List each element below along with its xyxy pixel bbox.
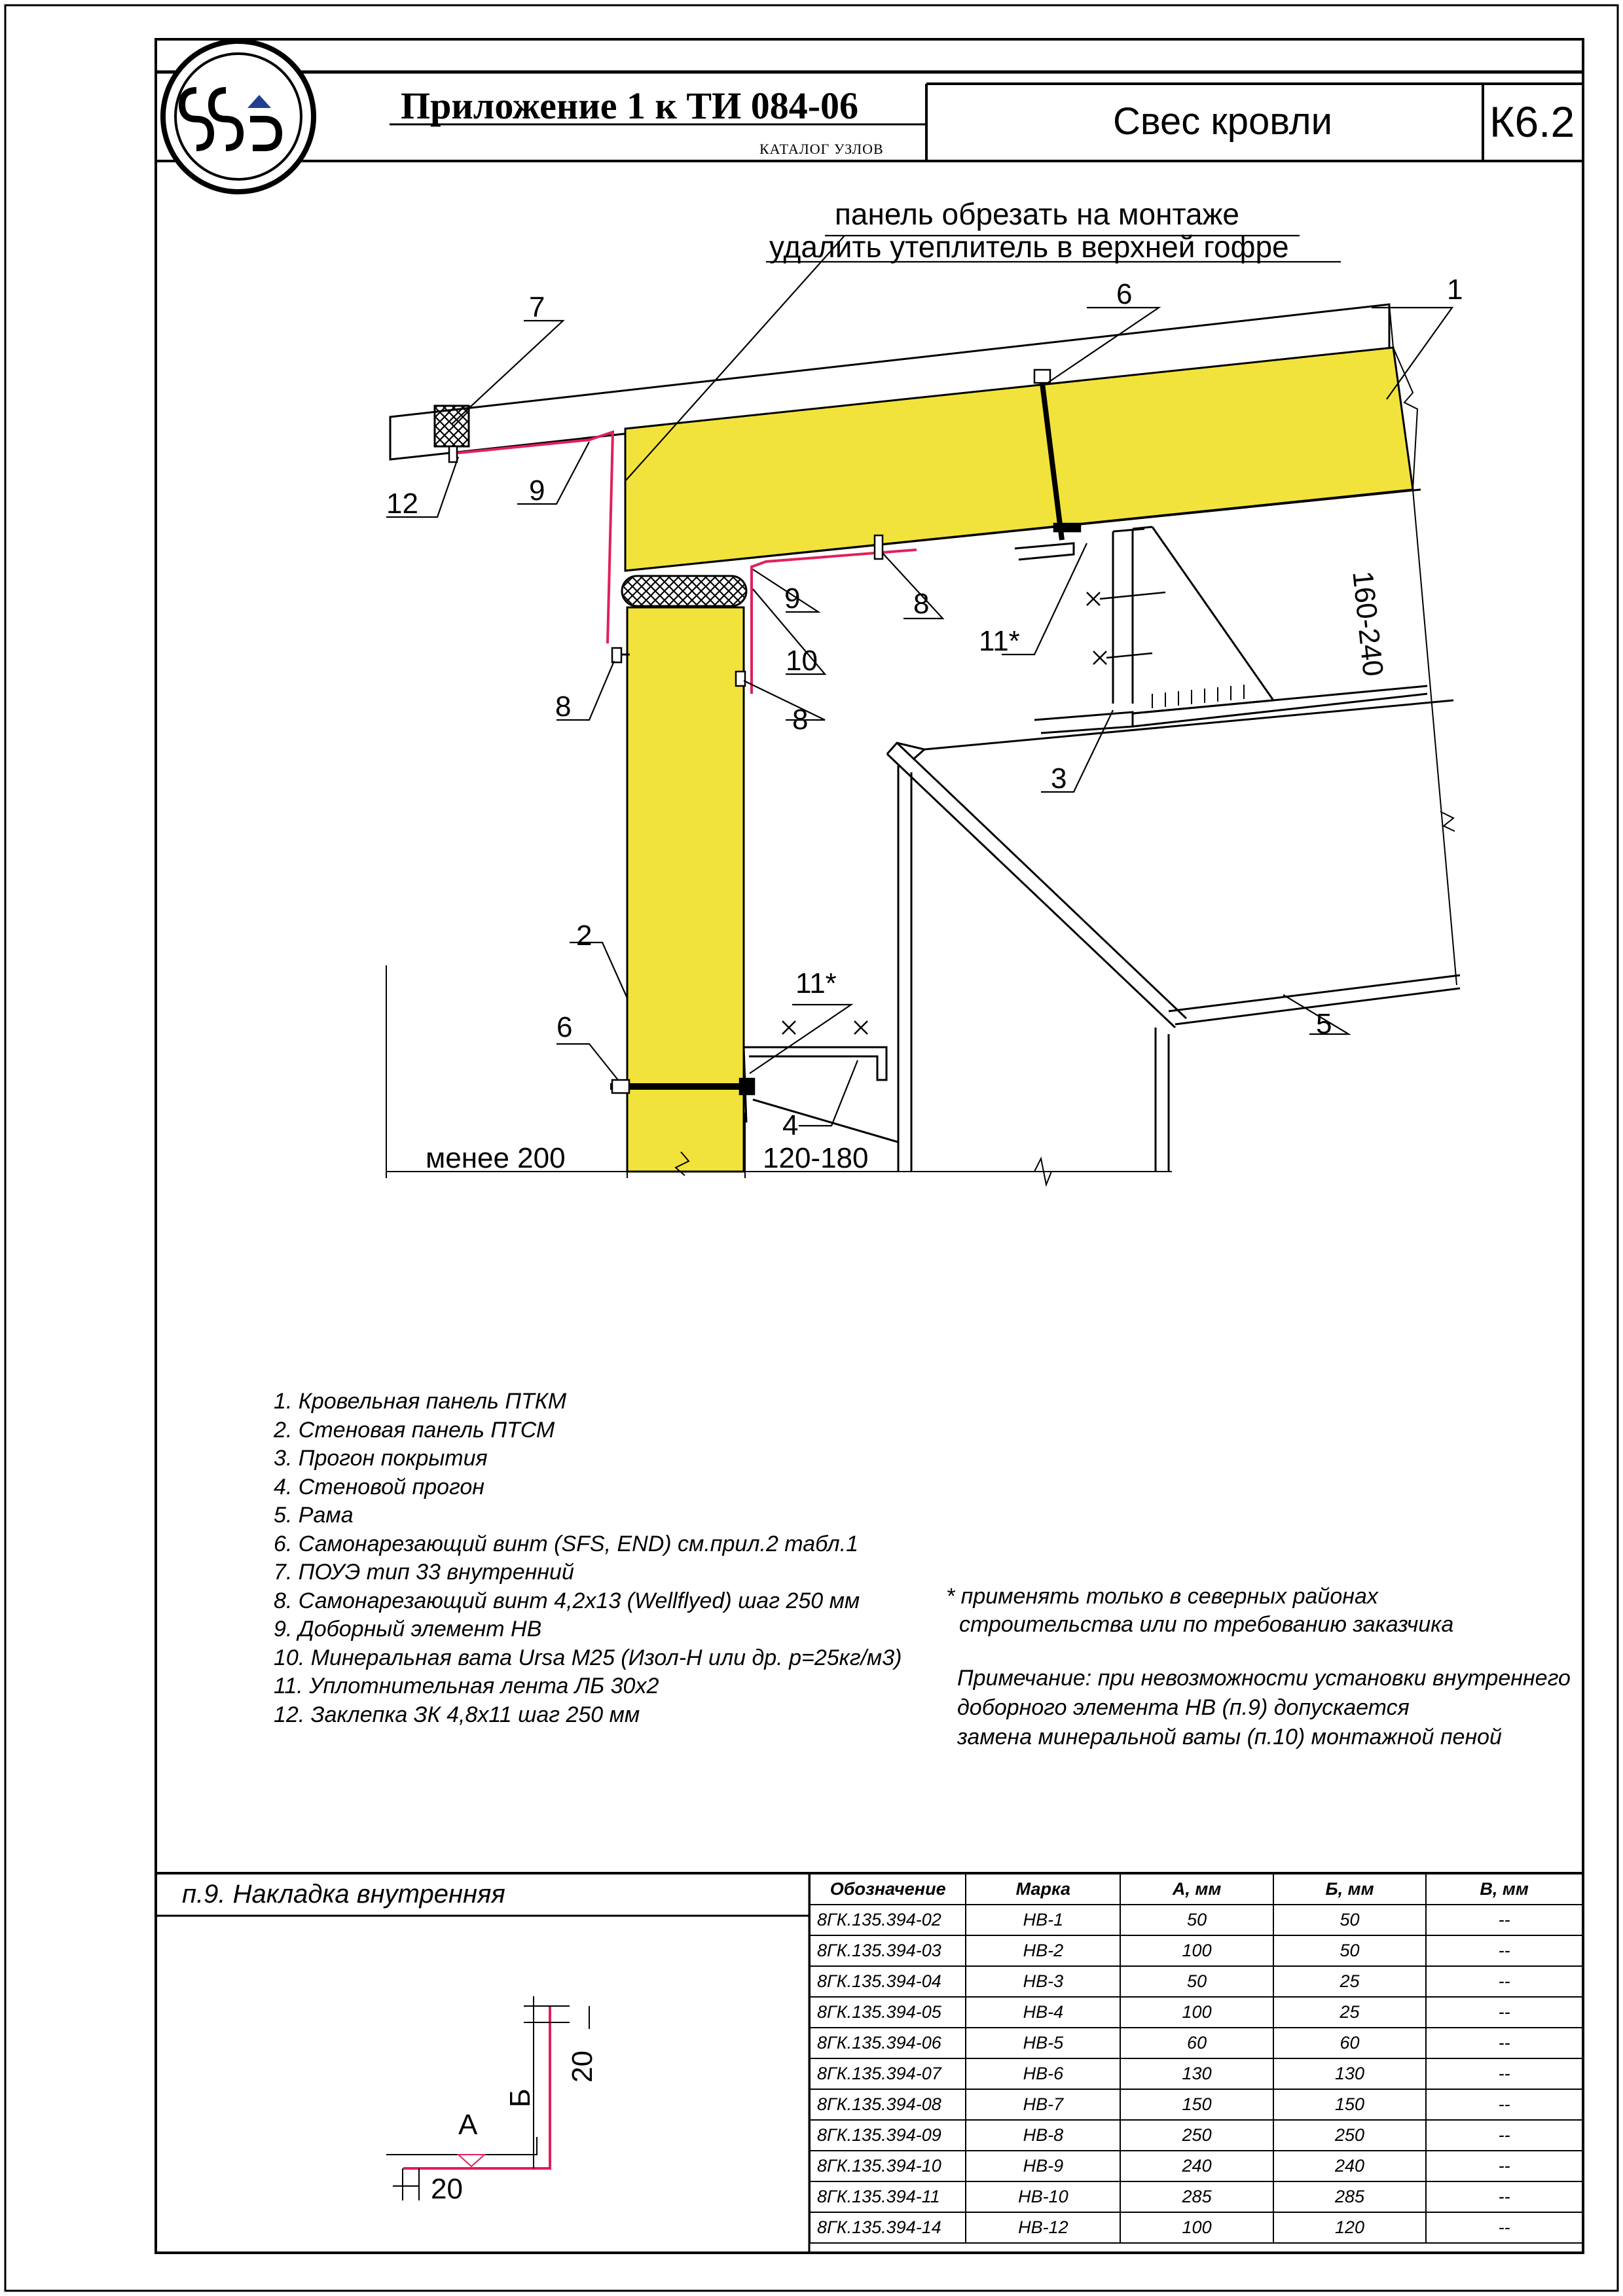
table-row xyxy=(810,1997,1582,2028)
legend-item: 3. Прогон покрытия xyxy=(274,1446,488,1471)
table-header-row xyxy=(810,1874,1582,1905)
table-cell: -- xyxy=(1426,2058,1582,2089)
col-b: Б, мм xyxy=(1273,1874,1426,1905)
callout-4: 4 xyxy=(782,1109,799,1141)
callout-5: 5 xyxy=(1316,1008,1332,1040)
table-cell: -- xyxy=(1426,2212,1582,2243)
note-remove-insulation: удалить утеплитель в верхней гофре xyxy=(769,230,1289,264)
table-cell: 60 xyxy=(1273,2028,1426,2058)
table-row xyxy=(810,2120,1582,2151)
callout-8-right: 8 xyxy=(792,704,809,736)
callout-10: 10 xyxy=(786,645,818,677)
dim-20-vertical: 20 xyxy=(566,2051,598,2083)
asterisk-note-1: * применять только в северных районах xyxy=(946,1584,1378,1609)
table-cell: 50 xyxy=(1120,1905,1273,1935)
table-cell: 8ГК.135.394-02 xyxy=(810,1905,966,1935)
callout-9-left: 9 xyxy=(529,475,545,507)
col-mark: Марка xyxy=(966,1874,1120,1905)
table-cell: НВ-1 xyxy=(966,1905,1120,1935)
purlin-x-marks xyxy=(782,592,1165,1034)
table-cell: НВ-9 xyxy=(966,2151,1120,2181)
legend-item: 8. Самонарезающий винт 4,2х13 (Wellflyed) шаг 250 мм xyxy=(274,1588,860,1613)
table-cell: 100 xyxy=(1120,2212,1273,2243)
sheet-code: К6.2 xyxy=(1489,98,1575,146)
table-cell: НВ-5 xyxy=(966,2028,1120,2058)
table-cell: 240 xyxy=(1120,2151,1273,2181)
roof-panel xyxy=(390,304,1421,571)
table-cell: НВ-10 xyxy=(966,2181,1120,2212)
table-cell: 8ГК.135.394-14 xyxy=(810,2212,966,2243)
note-cut-panel: панель обрезать на монтаже xyxy=(835,197,1239,231)
legend-item: 2. Стеновая панель ПТСМ xyxy=(274,1417,555,1443)
table-cell: -- xyxy=(1426,2151,1582,2181)
table-cell: 50 xyxy=(1273,1935,1426,1966)
table-cell: 25 xyxy=(1273,1997,1426,2028)
table-row xyxy=(810,2089,1582,2120)
legend-item: 6. Самонарезающий винт (SFS, END) см.прил.2 табл.1 xyxy=(274,1531,859,1556)
callout-6-bottom: 6 xyxy=(556,1011,573,1043)
table-cell: 150 xyxy=(1120,2089,1273,2120)
table-row xyxy=(810,2058,1582,2089)
profile-sketch xyxy=(386,1996,589,2200)
table-cell: НВ-3 xyxy=(966,1966,1120,1997)
table-cell: 8ГК.135.394-11 xyxy=(810,2181,966,2212)
sheet-name: Свес кровли xyxy=(1113,100,1333,143)
sealant-7 xyxy=(435,406,469,446)
table-cell: 8ГК.135.394-07 xyxy=(810,2058,966,2089)
callout-8-left: 8 xyxy=(555,691,572,723)
asterisk-note-2: строительства или по требованию заказчика xyxy=(959,1612,1454,1637)
remark-line-3: замена минеральной ваты (п.10) монтажной пеной xyxy=(957,1725,1502,1749)
callout-12: 12 xyxy=(386,488,418,520)
doc-subtitle: КАТАЛОГ УЗЛОВ xyxy=(759,141,884,157)
table-cell: НВ-7 xyxy=(966,2089,1120,2120)
table-row xyxy=(810,1905,1582,1935)
table-cell: 150 xyxy=(1273,2089,1426,2120)
table-cell: 250 xyxy=(1120,2120,1273,2151)
callout-8-center: 8 xyxy=(913,588,930,620)
legend-item: 10. Минеральная вата Ursa M25 (Изол-Н или др. p=25кг/м3) xyxy=(274,1645,902,1670)
legend-list xyxy=(274,1388,902,1729)
wall-panel xyxy=(627,607,744,1175)
table-cell: 8ГК.135.394-05 xyxy=(810,1997,966,2028)
callout-2: 2 xyxy=(576,920,593,952)
dim-20-horizontal: 20 xyxy=(431,2173,463,2205)
dim-label-a: А xyxy=(458,2109,478,2141)
dim-purlin-width: 120-180 xyxy=(763,1142,869,1174)
dim-label-b: Б xyxy=(504,2089,536,2108)
legend-item: 11. Уплотнительная лента ЛБ 30х2 xyxy=(274,1674,659,1698)
remark-line-1: Примечание: при невозможности установки внутреннего xyxy=(957,1666,1571,1691)
table-cell: НВ-4 xyxy=(966,1997,1120,2028)
table-cell: 130 xyxy=(1273,2058,1426,2089)
table-cell: -- xyxy=(1426,1997,1582,2028)
callout-9-right: 9 xyxy=(784,583,801,615)
callout-11-top: 11* xyxy=(979,625,1020,657)
table-cell: 100 xyxy=(1120,1997,1273,2028)
table-cell: 50 xyxy=(1273,1905,1426,1935)
table-cell: 8ГК.135.394-04 xyxy=(810,1966,966,1997)
table-cell: -- xyxy=(1426,2120,1582,2151)
table-cell: 50 xyxy=(1120,1966,1273,1997)
callout-11-bottom: 11* xyxy=(795,967,837,999)
table-cell: 8ГК.135.394-10 xyxy=(810,2151,966,2181)
table-cell: НВ-8 xyxy=(966,2120,1120,2151)
section-title: п.9. Накладка внутренняя xyxy=(182,1880,505,1909)
mineral-wool-10 xyxy=(622,576,746,606)
table-cell: 100 xyxy=(1120,1935,1273,1966)
table-cell: 60 xyxy=(1120,2028,1273,2058)
legend-item: 7. ПОУЭ тип 33 внутренний xyxy=(274,1560,574,1585)
table-cell: 240 xyxy=(1273,2151,1426,2181)
table-cell: НВ-12 xyxy=(966,2212,1120,2243)
table-cell: -- xyxy=(1426,1935,1582,1966)
remark-line-2: доборного элемента НВ (п.9) допускается xyxy=(957,1695,1410,1720)
callout-7: 7 xyxy=(529,291,545,323)
legend-item: 1. Кровельная панель ПТКМ xyxy=(274,1389,567,1414)
doc-title: Приложение 1 к ТИ 084-06 xyxy=(401,84,859,127)
dim-roof-thickness: 160-240 xyxy=(1346,569,1389,678)
table-cell: 8ГК.135.394-08 xyxy=(810,2089,966,2120)
table-row xyxy=(810,1966,1582,1997)
col-designation: Обозначение xyxy=(810,1874,966,1905)
legend-item: 4. Стеновой прогон xyxy=(274,1474,485,1499)
table-cell: 8ГК.135.394-09 xyxy=(810,2120,966,2151)
table-cell: 285 xyxy=(1120,2181,1273,2212)
table-cell: 285 xyxy=(1273,2181,1426,2212)
col-c: В, мм xyxy=(1426,1874,1582,1905)
legend-item: 9. Доборный элемент НВ xyxy=(274,1617,542,1641)
table-cell: 25 xyxy=(1273,1966,1426,1997)
callout-6-top: 6 xyxy=(1116,278,1133,310)
table-cell: -- xyxy=(1426,2028,1582,2058)
dim-overhang: менее 200 xyxy=(426,1142,566,1174)
table-row xyxy=(810,2151,1582,2181)
table-cell: -- xyxy=(1426,2181,1582,2212)
specification-table xyxy=(809,1873,1583,2244)
table-row xyxy=(810,2212,1582,2243)
company-logo xyxy=(163,41,314,192)
table-row xyxy=(810,2028,1582,2058)
table-body xyxy=(810,1905,1582,2243)
table-cell: 8ГК.135.394-06 xyxy=(810,2028,966,2058)
table-cell: 8ГК.135.394-03 xyxy=(810,1935,966,1966)
legend-item: 5. Рама xyxy=(274,1503,354,1528)
table-cell: -- xyxy=(1426,1966,1582,1997)
table-cell: 130 xyxy=(1120,2058,1273,2089)
table-cell: 250 xyxy=(1273,2120,1426,2151)
table-cell: -- xyxy=(1426,2089,1582,2120)
table-row xyxy=(810,1935,1582,1966)
table-cell: 120 xyxy=(1273,2212,1426,2243)
table-cell: -- xyxy=(1426,1905,1582,1935)
col-a: А, мм xyxy=(1120,1874,1273,1905)
table-cell: НВ-2 xyxy=(966,1935,1120,1966)
legend-item: 12. Заклепка ЗК 4,8х11 шаг 250 мм xyxy=(274,1702,640,1727)
table-cell: НВ-6 xyxy=(966,2058,1120,2089)
callout-3: 3 xyxy=(1051,762,1067,795)
table-row xyxy=(810,2181,1582,2212)
callout-1: 1 xyxy=(1447,274,1463,306)
